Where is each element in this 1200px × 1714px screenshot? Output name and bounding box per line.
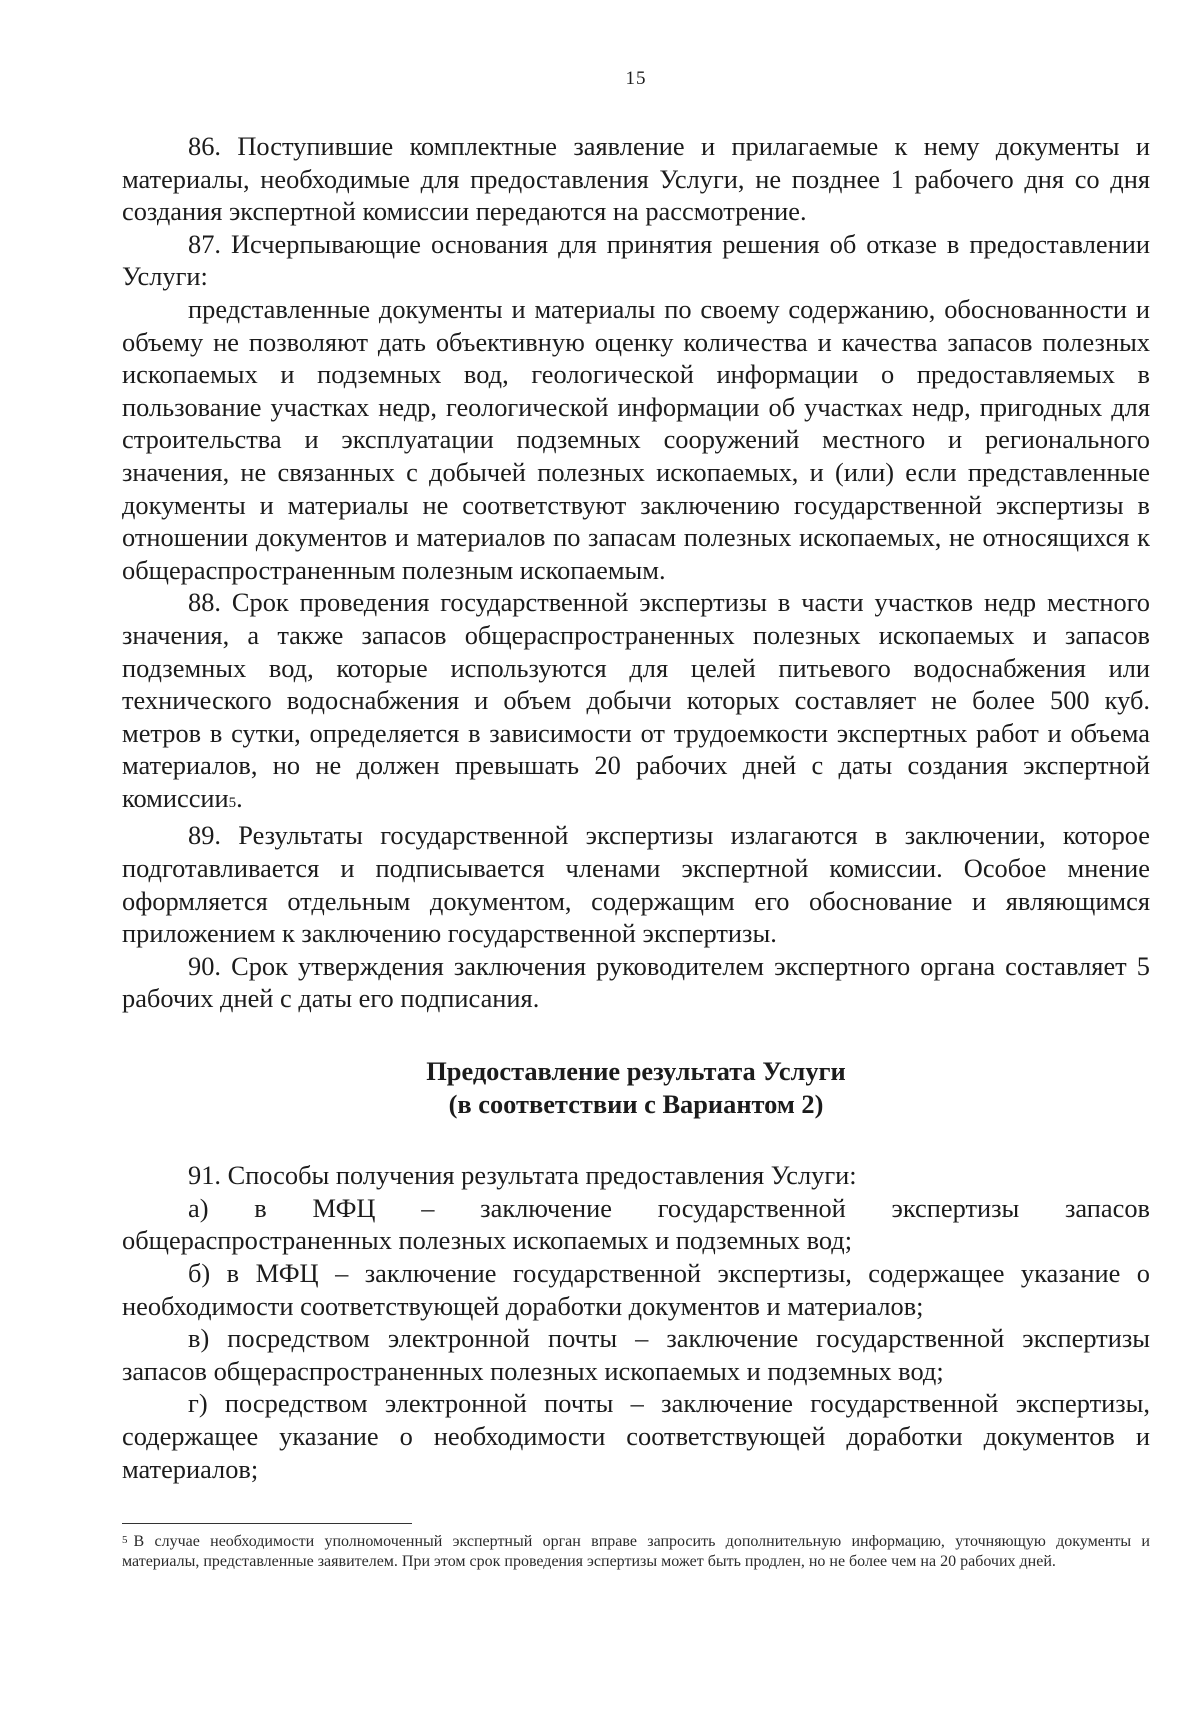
list-item-b: б) в МФЦ – заключение государственной экспертизы, содержащее указание о необходимости соответствующей доработки документов и материалов;: [122, 1258, 1150, 1321]
paragraph-89: 89. Результаты государственной экспертизы излагаются в заключении, которое подготавливается и подписывается членами экспертной комиссии. Особое мнение оформляется отдельным документом, содержащим его обоснование и являющимся приложением к заключению государственной экспертизы.: [122, 820, 1150, 949]
paragraph-88-end: .: [236, 782, 243, 813]
section-body: [122, 1159, 1150, 1485]
list-item-a: а) в МФЦ – заключение государственной экспертизы запасов общераспространенных полезных ископаемых и подземных вод;: [122, 1192, 1150, 1256]
body-text: [122, 130, 1150, 1015]
paragraph-90: 90. Срок утверждения заключения руководителем экспертного органа составляет 5 рабочих дней с даты его подписания.: [122, 950, 1150, 1014]
list-item-g: г) посредством электронной почты – заключение государственной экспертизы, содержащее указание о необходимости соответствующей доработки документов и материалов;: [122, 1388, 1150, 1484]
footnote-number: 5: [122, 1534, 128, 1546]
list-item-v: в) посредством электронной почты – заключение государственной экспертизы запасов общераспространенных полезных ископаемых и подземных вод;: [122, 1323, 1150, 1386]
section-heading-line-1: Предоставление результата Услуги: [426, 1056, 846, 1087]
paragraph-91: 91. Способы получения результата предоставления Услуги:: [188, 1160, 857, 1191]
footnote-reference: 5: [228, 794, 237, 811]
paragraph-87-grounds: представленные документы и материалы по своему содержанию, обоснованности и объему не позволяют дать объективную оценку количества и качества запасов полезных ископаемых и подземных вод, геологической информации о предоставляемых в пользование участках недр, геологической информации об участках недр, пригодных для строительства и эксплуатации подземных сооружений местного и регионального значения, не связанных с добычей полезных ископаемых, и (или) если представленные документы и материалы не соответствуют заключению государственной экспертизы в отношении документов и материалов по запасам полезных ископаемых, не относящихся к общераспространенным полезным ископаемым.: [122, 293, 1150, 585]
paragraph-88: [122, 586, 1150, 819]
paragraph-87: 87. Исчерпывающие основания для принятия решения об отказе в предоставлении Услуги:: [122, 228, 1150, 292]
page-number: 15: [625, 68, 647, 89]
section-heading: [122, 1055, 1150, 1120]
footnote-divider: [122, 1523, 412, 1524]
footnote: [122, 1532, 1150, 1572]
footnote-text: В случае необходимости уполномоченный экспертный орган вправе запросить дополнительную информацию, уточняющую документы и материалы, представленные заявителем. При этом срок проведения эспертизы может быть продлен, но не более чем на 20 рабочих дней.: [122, 1533, 1150, 1570]
paragraph-88-text: 88. Срок проведения государственной экспертизы в части участков недр местного значения, а также запасов общераспространенных полезных ископаемых и запасов подземных вод, которые используются для целей питьевого водоснабжения или технического водоснабжения и объем добычи которых составляет не более 500 куб. метров в сутки, определяется в зависимости от трудоемкости экспертных работ и объема материалов, но не должен превышать 20 рабочих дней с даты создания экспертной комиссии: [122, 587, 1150, 813]
paragraph-86: 86. Поступившие комплектные заявление и прилагаемые к нему документы и материалы, необходимые для предоставления Услуги, не позднее 1 рабочего дня со дня создания экспертной комиссии передаются на рассмотрение.: [122, 131, 1150, 227]
section-heading-line-2: (в соответствии с Вариантом 2): [448, 1088, 824, 1119]
